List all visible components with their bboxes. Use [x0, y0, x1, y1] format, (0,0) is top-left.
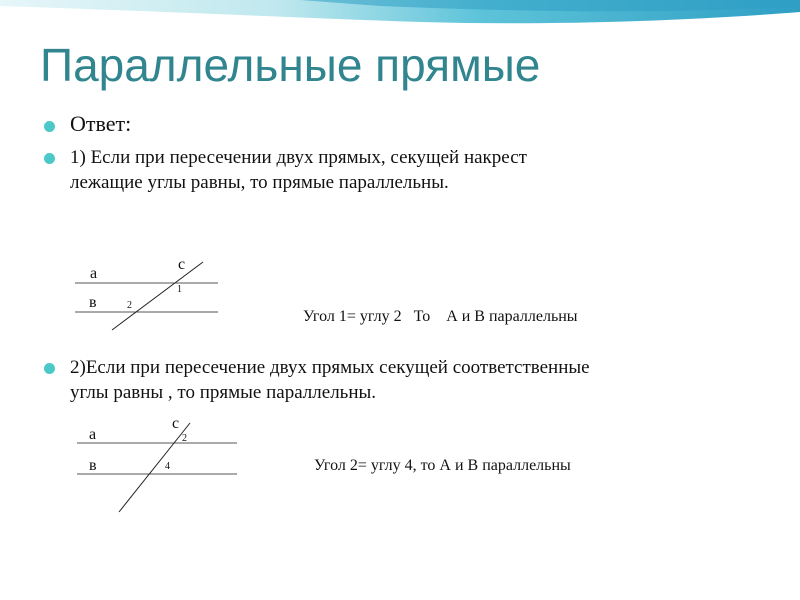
diagram1-angle-top: 1 [177, 284, 182, 295]
point1-line1: 1) Если при пересечении двух прямых, секущей накрест [70, 147, 527, 168]
slide-title: Параллельные прямые [40, 39, 541, 91]
diagram1-label-b: в [89, 294, 97, 311]
conclusion2: Угол 2= углу 4, то А и В параллельны [314, 457, 571, 474]
conclusion1: Угол 1= углу 2 То А и В параллельны [303, 308, 578, 325]
point1-line2: лежащие углы равны, то прямые параллельны. [70, 172, 449, 193]
diagram1-label-c: с [178, 256, 186, 273]
point2-line2: углы равны , то прямые параллельны. [70, 382, 377, 403]
diagram1-label-a: а [90, 265, 98, 282]
point2-line1: 2)Если при пересечение двух прямых секущей соответственные [70, 357, 590, 378]
diagram2-label-a: а [89, 426, 97, 443]
answer-label: Ответ: [70, 111, 132, 136]
diagram2-angle-top: 2 [182, 433, 187, 444]
diagram2-angle-bottom: 4 [165, 461, 170, 472]
diagram2-label-c: с [172, 415, 180, 432]
diagram2-label-b: в [89, 457, 97, 474]
diagram1-angle-bottom: 2 [127, 300, 132, 311]
diagram2-secant [119, 423, 190, 512]
